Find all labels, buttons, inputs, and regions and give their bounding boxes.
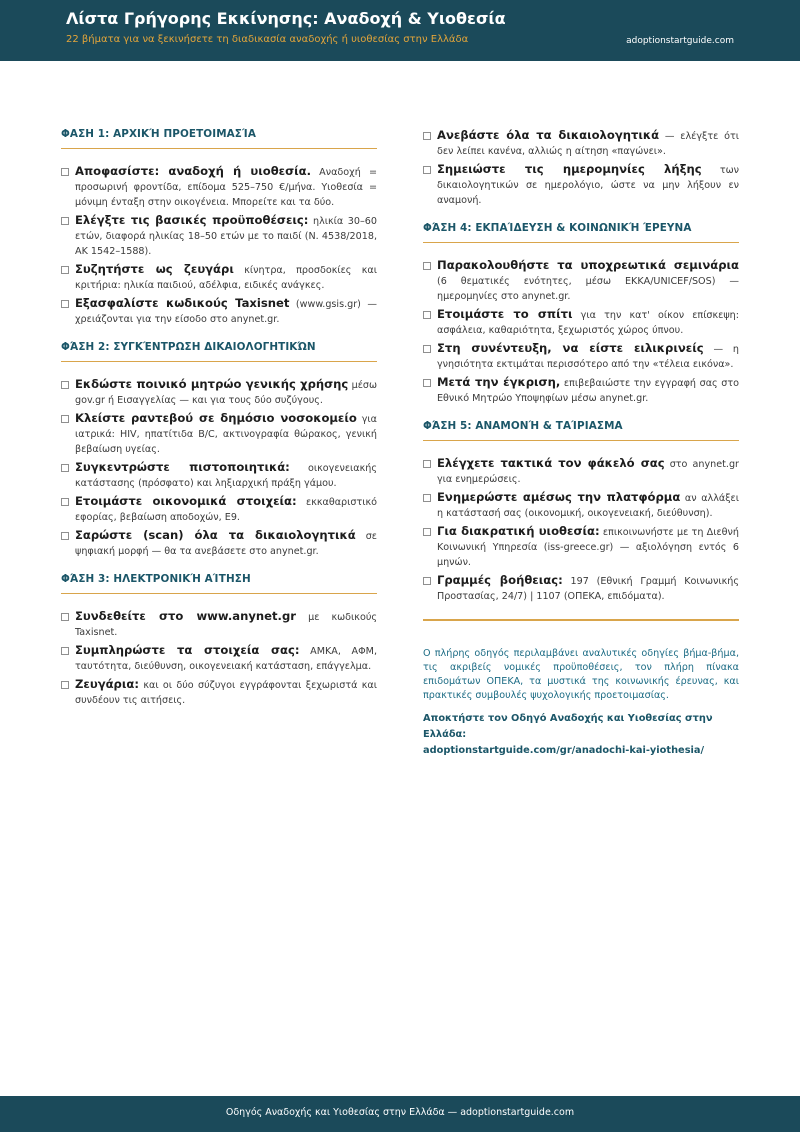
item-text: (6 θεματικές ενότητες, μέσω ΕΚΚΑ/UNICEF/SOS) — ημερομηνίες στο anynet.gr. [437, 276, 739, 302]
checklist-item [423, 162, 739, 208]
item-title: Μετά την έγκριση, [437, 375, 561, 389]
checklist-item [423, 341, 739, 372]
item-title: Συνδεθείτε στο www.anynet.gr [75, 609, 296, 623]
item-text: — ελέγξτε ότι δεν λείπει κανένα, αλλιώς η αίτηση «παγώνει». [437, 131, 739, 157]
promo-cta [423, 711, 739, 759]
item-title: Σαρώστε (scan) όλα τα δικαιολογητικά [75, 528, 356, 542]
footer-text: Οδηγός Αναδοχής και Υιοθεσίας στην Ελλάδα — adoptionstartguide.com [225, 1107, 575, 1118]
item-text: ΑΜΚΑ, ΑΦΜ, ταυτότητα, διεύθυνση, οικογενειακή κατάσταση, επάγγελμα. [75, 646, 377, 672]
item-text: 197 (Εθνική Γραμμή Κοινωνικής Προστασίας, 24/7) | 1107 (ΟΠΕΚΑ, επιδόματα). [437, 576, 739, 602]
checkbox[interactable] [61, 681, 69, 689]
phase-3 [61, 573, 377, 708]
checklist-item [423, 490, 739, 521]
promo-cta-label: Αποκτήστε τον Οδηγό Αναδοχής και Υιοθεσίας στην Ελλάδα: [423, 712, 713, 740]
checkbox[interactable] [61, 381, 69, 389]
item-text: επιβεβαιώστε την εγγραφή σας στο Εθνικό Μητρώο Υποψηφίων μέσω anynet.gr. [437, 378, 739, 404]
item-text: Αναδοχή = προσωρινή φροντίδα, επίδομα 525–750 €/μήνα. Υιοθεσία = μόνιμη ένταξη στην οικογένεια. Μπορείτε και τα δύο. [75, 167, 377, 208]
checklist-item [423, 375, 739, 406]
item-title: Για διακρατική υιοθεσία: [437, 524, 600, 538]
item-text: των δικαιολογητικών σε ημερολόγιο, ώστε να μην λήξουν εν αναμονή. [437, 165, 739, 206]
divider [423, 619, 739, 621]
checklist-item [61, 262, 377, 293]
item-text: και οι δύο σύζυγοι εγγράφονται ξεχωριστά και συνδέουν τις αιτήσεις. [75, 680, 377, 706]
phase-title: ΦΆΣΗ 3: ΗΛΕΚΤΡΟΝΙΚΉ ΑΊΤΗΣΗ [61, 573, 377, 594]
item-text: για ιατρικά: HIV, ηπατίτιδα B/C, ακτινογραφία θώρακος, γενική βεβαίωση υγείας. [75, 414, 377, 455]
item-title: Εκδώστε ποινικό μητρώο γενικής χρήσης [75, 377, 349, 391]
checklist-item [61, 494, 377, 525]
item-title: Συγκεντρώστε πιστοποιητικά: [75, 460, 290, 474]
promo-cta-link[interactable]: adoptionstartguide.com/gr/anadochi-kai-yiothesia/ [423, 744, 705, 756]
checklist-item [423, 456, 739, 487]
checkbox[interactable] [423, 460, 431, 468]
checklist-item [61, 609, 377, 640]
phase-title: ΦΑΣΗ 1: ΑΡΧΙΚΉ ΠΡΟΕΤΟΙΜΑΣΊΑ [61, 128, 377, 149]
checkbox[interactable] [423, 345, 431, 353]
phase-5 [423, 420, 739, 604]
item-title: Ενημερώστε αμέσως την πλατφόρμα [437, 490, 681, 504]
phase-title: ΦΆΣΗ 5: ΑΝΑΜΟΝΉ & ΤΑΊΡΙΑΣΜΑ [423, 420, 739, 441]
checklist-item [423, 258, 739, 304]
checklist-item [61, 528, 377, 559]
checklist-item [423, 307, 739, 338]
item-text: αν αλλάξει η κατάστασή σας (οικονομική, οικογενειακή, διεύθυνση). [437, 493, 739, 519]
item-title: Στη συνέντευξη, να είστε ειλικρινείς [437, 341, 704, 355]
item-title: Ανεβάστε όλα τα δικαιολογητικά [437, 128, 660, 142]
item-title: Αποφασίστε: αναδοχή ή υιοθεσία. [75, 164, 312, 178]
item-title: Ζευγάρια: [75, 677, 139, 691]
item-title: Ετοιμάστε οικονομικά στοιχεία: [75, 494, 297, 508]
checkbox[interactable] [61, 613, 69, 621]
checkbox[interactable] [423, 311, 431, 319]
phase-1 [61, 128, 377, 327]
checkbox[interactable] [423, 166, 431, 174]
phase-2 [61, 341, 377, 559]
checkbox[interactable] [423, 528, 431, 536]
checkbox[interactable] [61, 266, 69, 274]
item-title: Παρακολουθήστε τα υποχρεωτικά σεμινάρια [437, 258, 739, 272]
checkbox[interactable] [61, 415, 69, 423]
item-text: κίνητρα, προσδοκίες και κριτήρια: ηλικία παιδιού, αδέλφια, ειδικές ανάγκες. [75, 265, 377, 291]
left-column [61, 128, 377, 722]
checklist-item [61, 411, 377, 457]
item-text: επικοινωνήστε με τη Διεθνή Κοινωνική Υπηρεσία (iss-greece.gr) — αξιολόγηση εντός 6 μηνών. [437, 527, 739, 568]
checklist-item [61, 460, 377, 491]
checkbox[interactable] [61, 217, 69, 225]
item-text: ηλικία 30–60 ετών, διαφορά ηλικίας 18–50 ετών με το παιδί (Ν. 4538/2018, ΑΚ 1542–1588). [75, 216, 377, 257]
checklist-item [61, 643, 377, 674]
item-text: εκκαθαριστικό εφορίας, βεβαίωση αποδοχών, Ε9. [75, 497, 377, 523]
item-title: Ετοιμάστε το σπίτι [437, 307, 573, 321]
checkbox[interactable] [423, 132, 431, 140]
phase-4 [423, 222, 739, 406]
item-title: Εξασφαλίστε κωδικούς Taxisnet [75, 296, 290, 310]
item-text: με κωδικούς Taxisnet. [75, 612, 377, 638]
checkbox[interactable] [423, 262, 431, 270]
item-text: — η γνησιότητα εκτιμάται περισσότερο από την «τέλεια εικόνα». [437, 344, 739, 370]
right-column [423, 128, 739, 759]
checklist-item [423, 128, 739, 159]
item-text: μέσω gov.gr ή Εισαγγελίας — και για τους δύο συζύγους. [75, 380, 377, 406]
page-header [0, 0, 800, 61]
item-title: Ελέγξτε τις βασικές προϋποθέσεις: [75, 213, 309, 227]
checklist-item [61, 296, 377, 327]
checkbox[interactable] [61, 498, 69, 506]
phase-3-continued [423, 128, 739, 208]
header-site-link[interactable]: adoptionstartguide.com [626, 36, 734, 46]
checkbox[interactable] [61, 300, 69, 308]
item-title: Συμπληρώστε τα στοιχεία σας: [75, 643, 300, 657]
checklist-item [61, 677, 377, 708]
phase-title: ΦΆΣΗ 4: ΕΚΠΑΊΔΕΥΣΗ & ΚΟΙΝΩΝΙΚΉ ΈΡΕΥΝΑ [423, 222, 739, 243]
item-text: (www.gsis.gr) — χρειάζονται για την είσοδο στο anynet.gr. [75, 299, 377, 325]
promo-text: Ο πλήρης οδηγός περιλαμβάνει αναλυτικές οδηγίες βήμα-βήμα, τις ακριβείς νομικές προϋποθέσεις, τον πλήρη πίνακα επιδομάτων ΟΠΕΚΑ, τα μυστικά της κοινωνικής έρευνας, και πρακτικές συμβουλές ψυχολογικής προετοιμασίας. [423, 647, 739, 701]
item-text: στο anynet.gr για ενημερώσεις. [437, 459, 739, 485]
checkbox[interactable] [61, 647, 69, 655]
checkbox[interactable] [61, 464, 69, 472]
checkbox[interactable] [423, 577, 431, 585]
checklist-item [423, 524, 739, 570]
item-title: Γραμμές βοήθειας: [437, 573, 563, 587]
phase-title: ΦΆΣΗ 2: ΣΥΓΚΈΝΤΡΩΣΗ ΔΙΚΑΙΟΛΟΓΗΤΙΚΏΝ [61, 341, 377, 362]
checklist-item [423, 573, 739, 604]
item-title: Συζητήστε ως ζευγάρι [75, 262, 234, 276]
item-title: Ελέγχετε τακτικά τον φάκελό σας [437, 456, 665, 470]
item-title: Κλείστε ραντεβού σε δημόσιο νοσοκομείο [75, 411, 357, 425]
checklist-item [61, 164, 377, 210]
page-title: Λίστα Γρήγορης Εκκίνησης: Αναδοχή & Υιοθεσία [66, 9, 506, 28]
checklist-item [61, 213, 377, 259]
item-text: για την κατ' οίκον επίσκεψη: ασφάλεια, καθαριότητα, ξεχωριστός χώρος ύπνου. [437, 310, 739, 336]
item-text: οικογενειακής κατάστασης (πρόσφατο) και ληξιαρχική πράξη γάμου. [75, 463, 377, 489]
item-title: Σημειώστε τις ημερομηνίες λήξης [437, 162, 702, 176]
checkbox[interactable] [61, 532, 69, 540]
page-footer [0, 1096, 800, 1132]
checklist-item [61, 377, 377, 408]
page-subtitle: 22 βήματα για να ξεκινήσετε τη διαδικασία αναδοχής ή υιοθεσίας στην Ελλάδα [66, 34, 469, 45]
item-text: σε ψηφιακή μορφή — θα τα ανεβάσετε στο anynet.gr. [75, 531, 377, 557]
checkbox[interactable] [423, 494, 431, 502]
checkbox[interactable] [423, 379, 431, 387]
checkbox[interactable] [61, 168, 69, 176]
